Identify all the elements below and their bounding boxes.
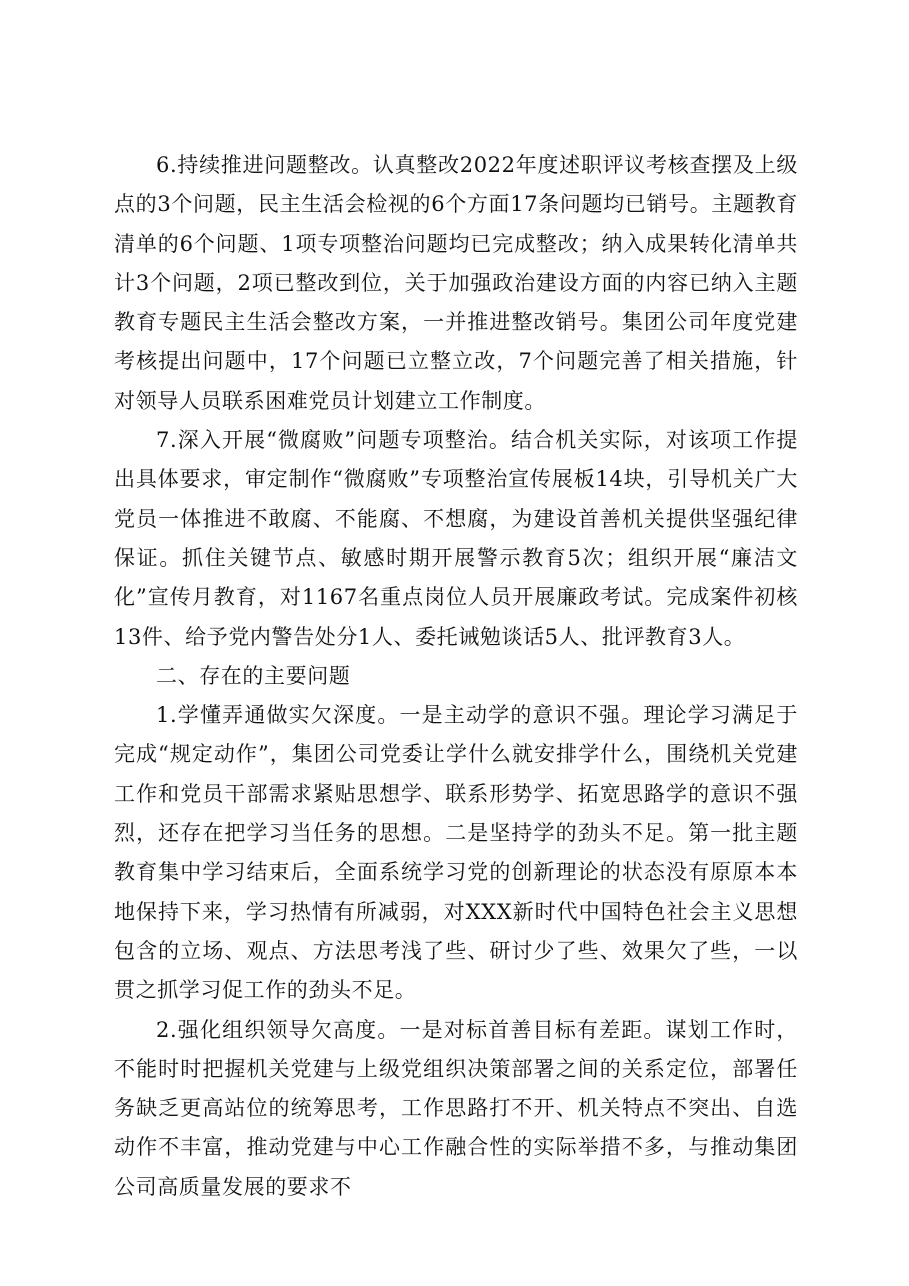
paragraph-micro-corruption: 7.深入开展“微腐败”问题专项整治。结合机关实际，对该项工作提出具体要求，审定制作“微腐败”专项整治宣传展板14块，引导机关广大党员一体推进不敢腐、不能腐、不想腐，为建设首善机关提供坚强纪律保证。抓住关键节点、敏感时期开展警示教育5次；组织开展“廉洁文化”宣传月教育，对1167名重点岗位人员开展廉政考试。完成案件初核13件、给予党内警告处分1人、委托诫勉谈话5人、批评教育3人。 xyxy=(114,428,798,649)
document-body xyxy=(114,146,798,1207)
paragraph-leadership-height: 2.强化组织领导欠高度。一是对标首善目标有差距。谋划工作时，不能时时把握机关党建与上级党组织决策部署之间的关系定位，部署任务缺乏更高站位的统筹思考，工作思路打不开、机关特点不突出、自选动作不丰富，推动党建与中心工作融合性的实际举措不多，与推动集团公司高质量发展的要求不 xyxy=(114,1017,798,1199)
paragraph-rectification: 6.持续推进问题整改。认真整改2022年度述职评议考核查摆及上级点的3个问题，民主生活会检视的6个方面17条问题均已销号。主题教育清单的6个问题、1项专项整治问题均已完成整改；纳入成果转化清单共计3个问题，2项已整改到位，关于加强政治建设方面的内容已纳入主题教育专题民主生活会整改方案，一并推进整改销号。集团公司年度党建考核提出问题中，17个问题已立整立改，7个问题完善了相关措施，针对领导人员联系困难党员计划建立工作制度。 xyxy=(114,153,798,413)
paragraph-study-depth: 1.学懂弄通做实欠深度。一是主动学的意识不强。理论学习满足于完成“规定动作”，集团公司党委让学什么就安排学什么，围绕机关党建工作和党员干部需求紧贴思想学、联系形势学、拓宽思路学的意识不强烈，还存在把学习当任务的思想。二是坚持学的劲头不足。第一批主题教育集中学习结束后，全面系统学习党的创新理论的状态没有原原本本地保持下来，学习热情有所减弱，对XXX新时代中国特色社会主义思想包含的立场、观点、方法思考浅了些、研讨少了些、效果欠了些，一以贯之抓学习促工作的劲头不足。 xyxy=(114,703,798,1003)
section-heading-main-problems: 二、存在的主要问题 xyxy=(156,663,351,688)
